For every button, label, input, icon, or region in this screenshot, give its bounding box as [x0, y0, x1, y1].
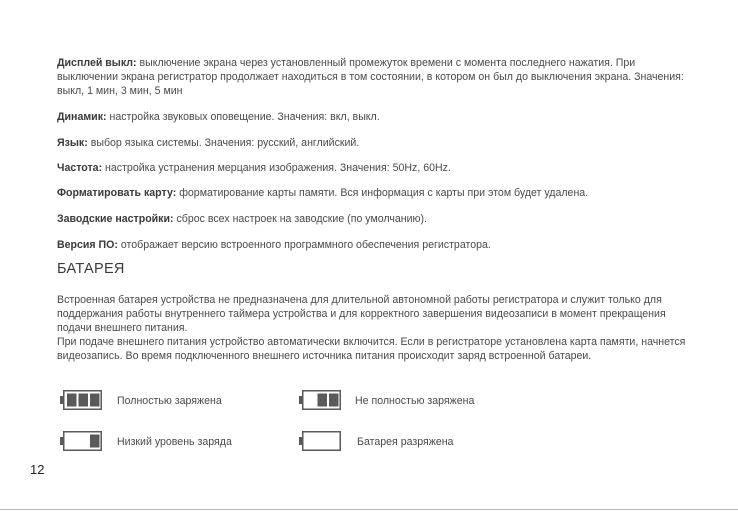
battery-segment — [90, 394, 100, 407]
setting-display-off — [57, 56, 687, 99]
setting-description: форматирование карты памяти. Вся информация с карты при этом будет удалена. — [176, 187, 589, 199]
setting-frequency — [57, 161, 687, 175]
setting-language — [57, 136, 687, 150]
setting-firmware-version — [57, 238, 687, 252]
setting-term: Форматировать карту: — [57, 187, 177, 199]
setting-description: выключение экрана через установленный промежуток времени с момента последнего нажатия. При выключении экрана регистратор продолжает находиться в том состоянии, в котором он был до выключения экрана. Значения: выкл, 1 мин, 3 мин, 5 мин — [57, 57, 684, 98]
setting-term: Частота: — [57, 162, 103, 174]
setting-description: выбор языка системы. Значения: русский, английский. — [87, 137, 360, 149]
bottom-divider — [0, 509, 738, 510]
battery-segment — [318, 394, 328, 407]
setting-description: отображает версию встроенного программного обеспечения регистратора. — [117, 239, 491, 251]
setting-term: Версия ПО: — [57, 239, 118, 251]
battery-partial-icon — [299, 390, 341, 410]
battery-full-icon — [60, 390, 102, 410]
battery-terminal — [60, 437, 63, 445]
battery-terminal — [60, 396, 63, 404]
battery-segment — [79, 394, 89, 407]
battery-terminal — [299, 437, 302, 445]
setting-format-card — [57, 186, 687, 200]
battery-shape — [60, 431, 102, 451]
battery-segment — [329, 394, 339, 407]
battery-shape — [299, 390, 341, 410]
battery-paragraph-2: При подаче внешнего питания устройство автоматически включится. Если в регистраторе установлена карта памяти, начнется видеозапись. Во время подключенного внешнего источника питания происходит заряд встроенной батареи. — [57, 336, 686, 363]
battery-shape — [60, 390, 102, 410]
setting-term: Динамик: — [57, 111, 107, 123]
battery-low-icon — [60, 431, 102, 451]
setting-description: сброс всех настроек на заводские (по умолчанию). — [173, 213, 427, 225]
setting-term: Дисплей выкл: — [57, 57, 137, 69]
battery-paragraph-1: Встроенная батарея устройства не предназначена для длительной автономной работы регистратора и служит только для поддержания работы внутреннего таймера устройства и для корректного завершения видеозаписи в момент прекращения подачи внешнего питания. — [57, 294, 666, 335]
battery-state-label: Низкий уровень заряда — [117, 436, 232, 448]
battery-empty-icon — [299, 431, 341, 451]
battery-segment — [90, 435, 100, 448]
battery-state-label: Батарея разряжена — [357, 436, 454, 448]
battery-terminal — [299, 396, 302, 404]
battery-state-label: Не полностью заряжена — [355, 395, 475, 407]
setting-factory-reset — [57, 212, 687, 226]
battery-heading: БАТАРЕЯ — [57, 261, 125, 277]
setting-description: настройка устранения мерцания изображения. Значения: 50Hz, 60Hz. — [102, 162, 451, 174]
setting-term: Заводские настройки: — [57, 213, 174, 225]
battery-shape — [299, 431, 341, 451]
setting-description: настройка звуковых оповещение. Значения: вкл, выкл. — [106, 111, 380, 123]
battery-state-label: Полностью заряжена — [117, 395, 222, 407]
battery-segment — [67, 394, 77, 407]
setting-speaker — [57, 110, 687, 124]
battery-body — [303, 432, 341, 451]
setting-term: Язык: — [57, 137, 88, 149]
page-number: 12 — [30, 462, 45, 477]
